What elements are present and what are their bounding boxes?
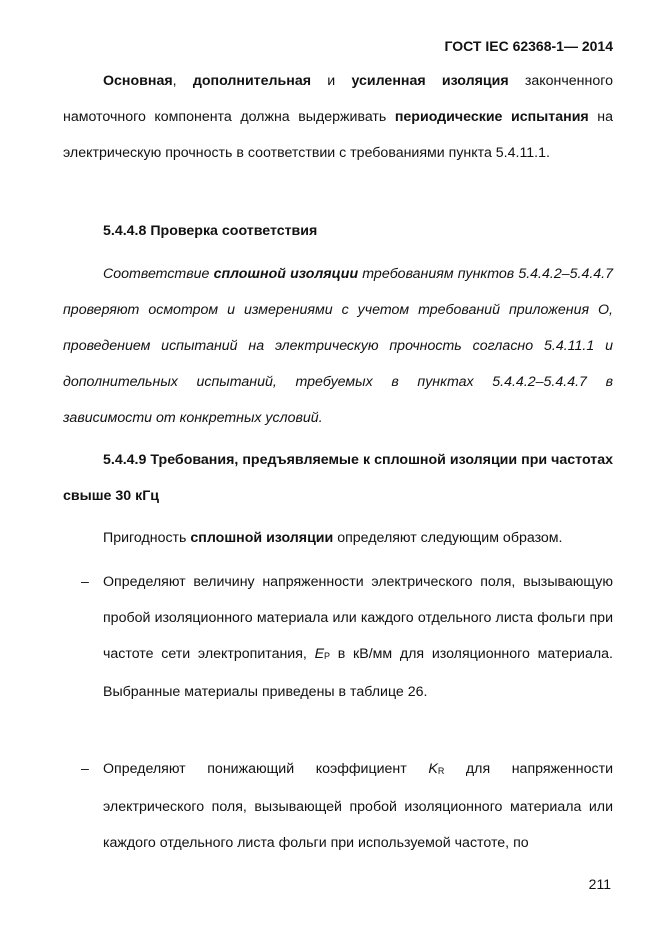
text-span: на электрическую прочность в соответствии с требованиями пункта 5.4.11.1. (63, 109, 613, 161)
list-item-breakdown-field (103, 564, 613, 710)
variable-k: K (428, 761, 438, 777)
list-dash: – (81, 574, 89, 590)
text-span: , (172, 73, 193, 89)
document-header: ГОСТ IEC 62368-1— 2014 (444, 38, 613, 54)
term-reinforced-insulation: усиленная изоляция (351, 73, 509, 89)
subscript-r: R (437, 766, 445, 776)
term-basic: Основная (103, 73, 173, 89)
page-number: 211 (588, 876, 611, 892)
text-span: требованиям пунктов 5.4.4.2–5.4.4.7 проверяют осмотром и измерениями с учетом требований приложения О, проведением испытаний на электрическую прочность согласно 5.4.11.1 и дополнительных испытаний, требуемых в пунктах 5.4.4.2–5.4.4.7 в зависимости от конкретных условий. (63, 266, 614, 426)
section-heading-5-4-4-8: 5.4.4.8 Проверка соответствия (103, 223, 318, 239)
paragraph-insulation-requirements (63, 63, 613, 171)
term-solid-insulation: сплошной изоляции (190, 530, 334, 546)
term-solid-insulation: сплошной изоляции (213, 266, 359, 282)
list-dash: – (81, 761, 89, 777)
text-span: Пригодность (103, 530, 191, 546)
list-item-reduction-factor (103, 751, 613, 861)
section-heading-5-4-4-9: 5.4.4.9 Требования, предъявляемые к сплошной изоляции при частотах свыше 30 кГц (63, 452, 613, 504)
term-routine-tests: периодические испытания (394, 109, 589, 125)
text-span: в кВ/мм для изоляционного материала. Выбранные материалы приведены в таблице 26. (103, 646, 613, 700)
text-span: определяют следующим образом. (333, 530, 563, 546)
text-span: и (311, 73, 352, 89)
variable-e: E (314, 646, 325, 662)
text-span: Соответствие (103, 266, 214, 282)
text-span: законченного намоточного компонента должна выдерживать (63, 73, 613, 125)
paragraph-compliance-check (63, 256, 613, 436)
subscript-p: P (324, 651, 331, 661)
term-supplementary: дополнительная (192, 73, 311, 89)
text-span: Определяют величину напряженности электрического поля, вызывающую пробой изоляционного материала или каждого отдельного листа фольги при частоте сети электропитания, (103, 574, 613, 662)
paragraph-suitability (63, 520, 613, 556)
text-span: для напряженности электрического поля, вызывающей пробой изоляционного материала или каждого отдельного листа фольги при используемой частоте, по (103, 761, 613, 851)
text-span: Определяют понижающий коэффициент (103, 761, 429, 777)
